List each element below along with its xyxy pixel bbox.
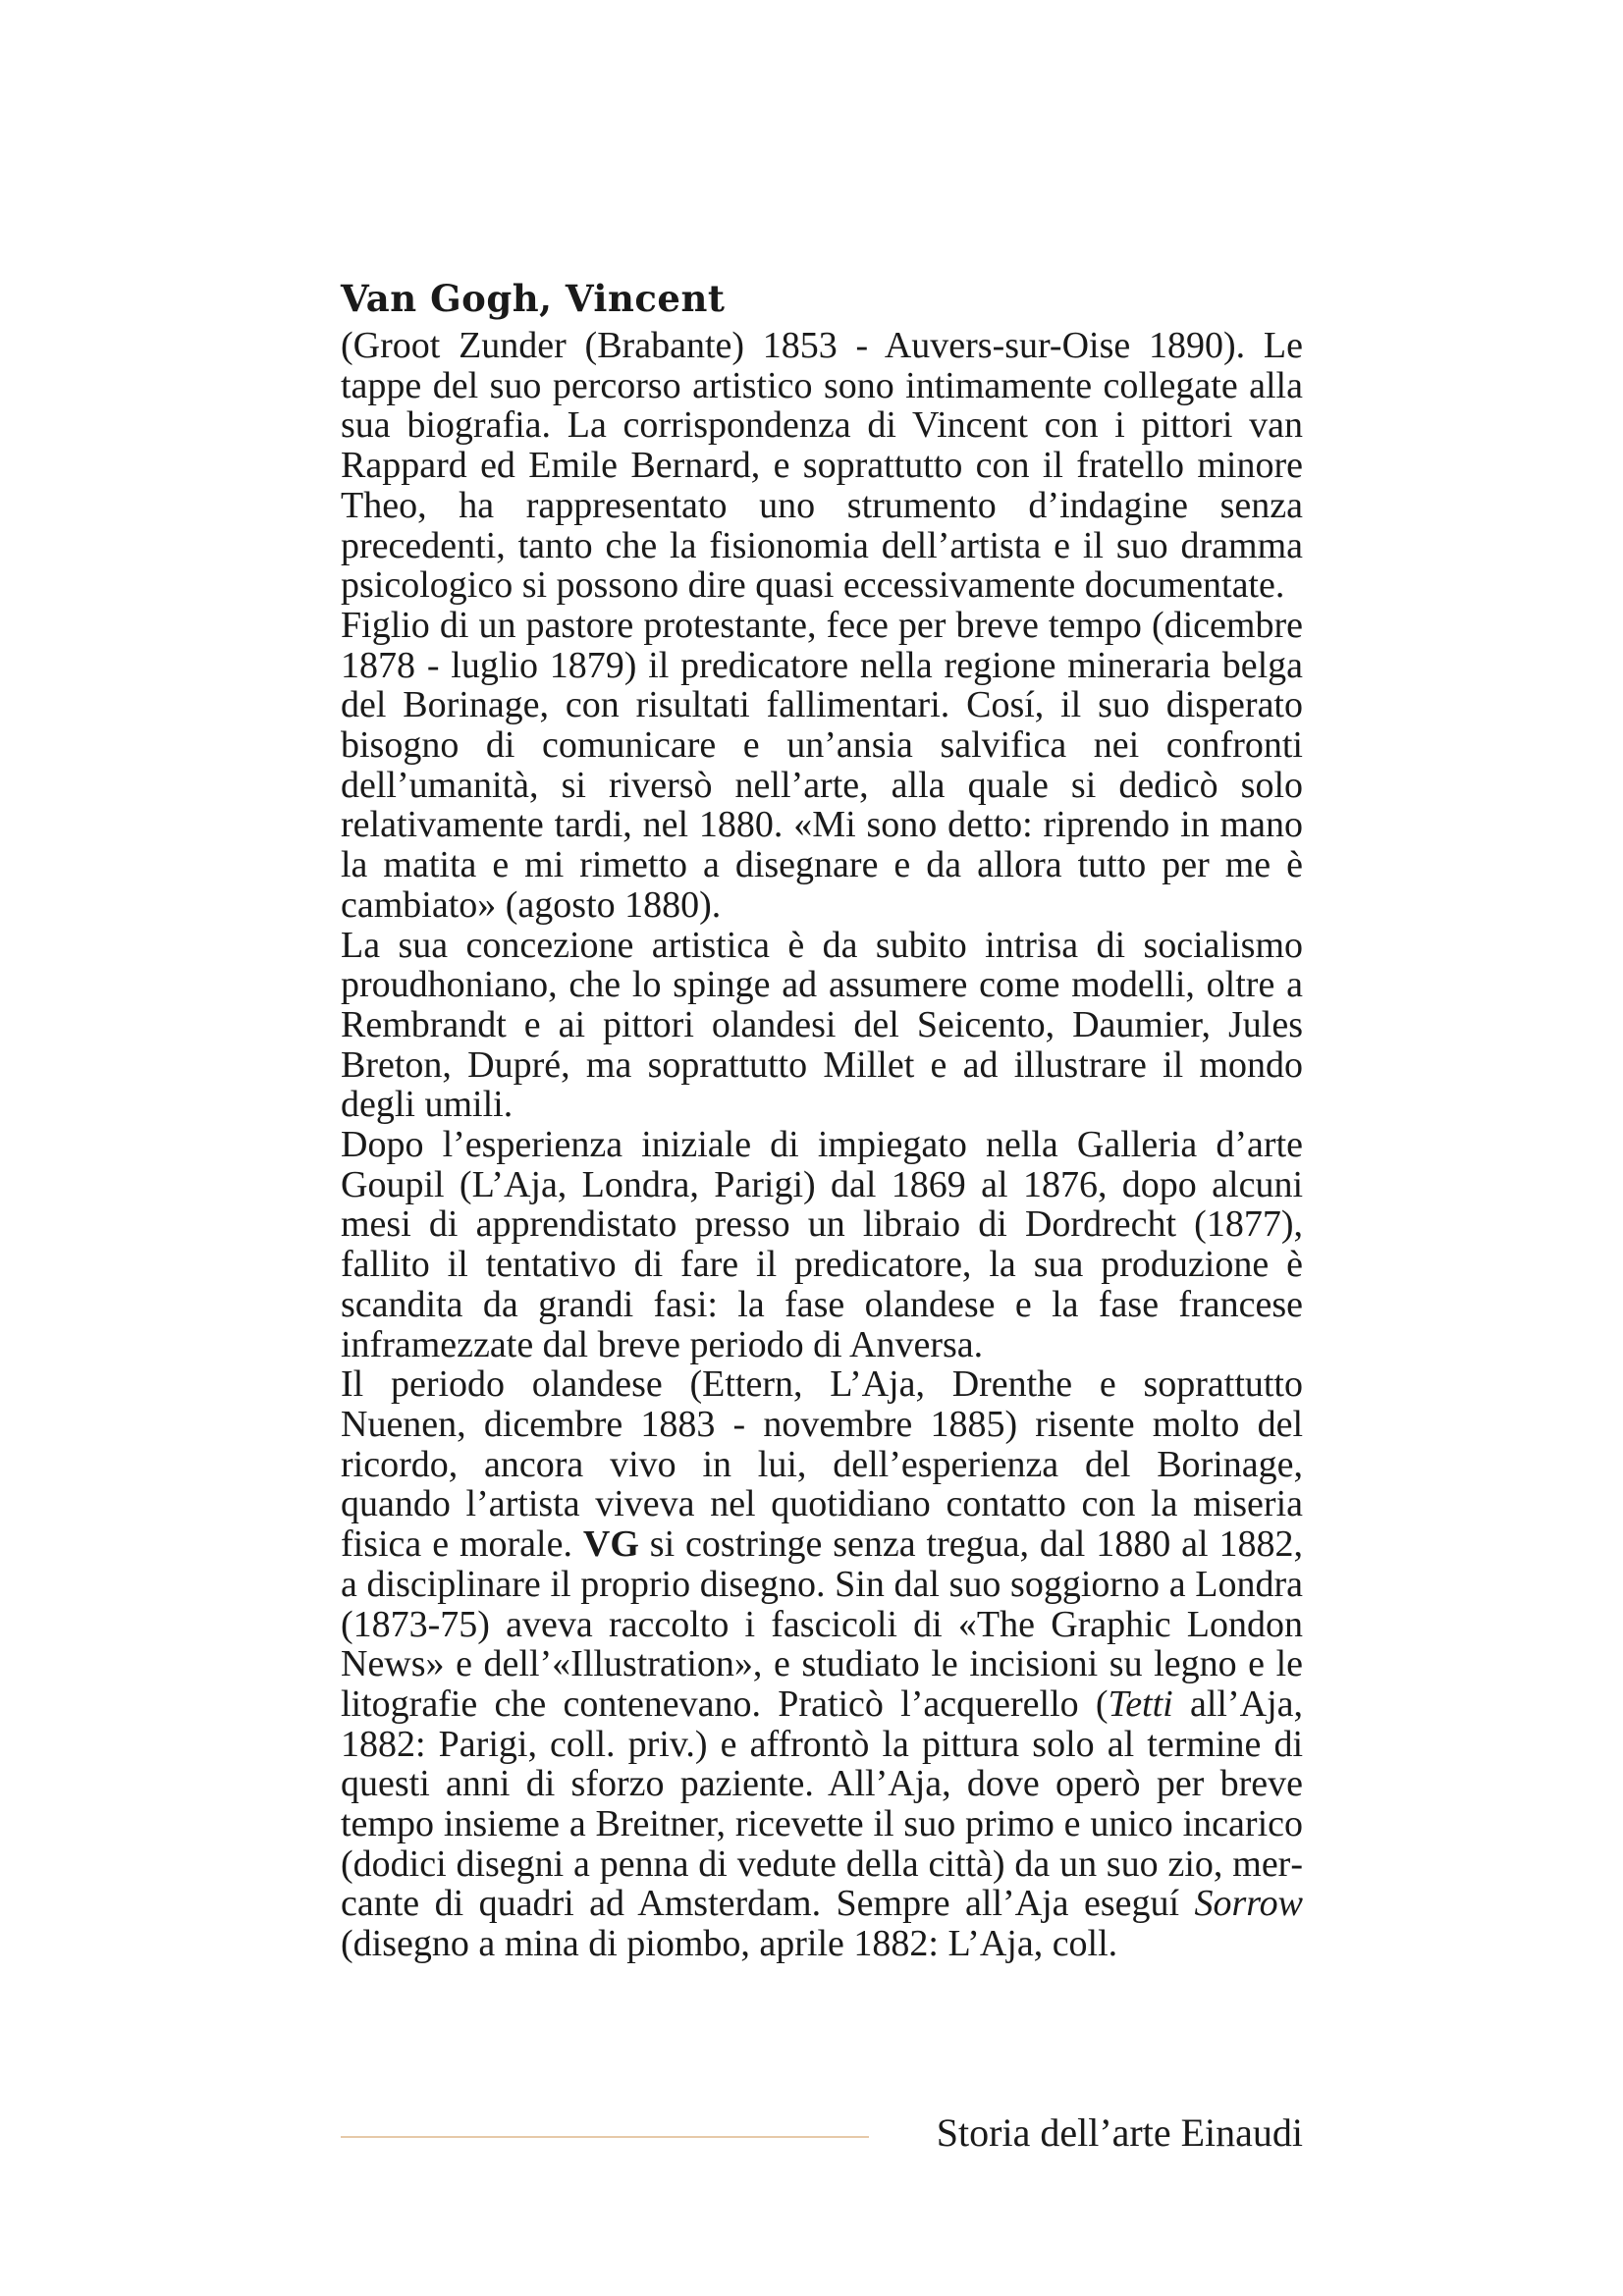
paragraph [341, 926, 1303, 1126]
text-segment: si costringe senza tregua, dal 1880 al 1882, a disciplinare il proprio disegno. Sin dal suo soggiorno a Londra (1873-75) aveva raccolto i fascicoli di «The Graphic London News» e dell’«Illustration», e studiato le incisioni su legno e le litografie che contenevano. Praticò l’acquerello ( [341, 1523, 1303, 1725]
text-segment: Il periodo olandese (Ettern, L’Aja, Drenthe e soprattutto Nuenen, dicembre 1883 - novembre 1885) risente molto del ricordo, ancora vivo in lui, dell’esperienza del Borinage, quando l’artista viveva nel quotidiano contatto con la miseria fisica e morale. [341, 1363, 1303, 1566]
entry [341, 275, 1303, 1964]
paragraph [341, 606, 1303, 926]
bold-text-segment: VG [582, 1523, 639, 1566]
italic-text-segment: Sorrow [1194, 1883, 1303, 1925]
paragraph [341, 1364, 1303, 1964]
text-segment: Figlio di un pastore protestante, fece per breve tempo (dicembre 1878 - luglio 1879) il predicatore nella regione mineraria belga del Borinage, con risultati fallimentari. Cosí, il suo disperato bisogno di comunicare e un’ansia salvifica nei confronti dell’umanità, si riversò nell’arte, alla quale si dedicò solo relativamente tardi, nel 1880. «Mi sono detto: riprendo in mano la matita e mi rimetto a disegnare e da allora tutto per me è cambiato» (agosto 1880). [341, 604, 1303, 926]
paragraph [341, 1125, 1303, 1364]
text-segment: Dopo l’esperienza iniziale di impiegato nella Galleria d’arte Goupil (L’Aja, Londra, Parigi) dal 1869 al 1876, dopo alcuni mesi di apprendistato presso un libraio di Dordrecht (1877), fallito il tentativo di fare il predicatore, la sua produzione è scandita da grandi fasi: la fase olandese e la fase francese inframezzate dal breve periodo di Anversa. [341, 1124, 1303, 1365]
text-segment: (disegno a mina di piombo, aprile 1882: L’Aja, coll. [341, 1923, 1118, 1965]
text-segment: La sua concezione artistica è da subito intrisa di socialismo proudhoniano, che lo spinge ad assumere come modelli, oltre a Rembrandt e ai pittori olandesi del Seicento, Daumier, Jules Breton, Dupré, ma soprattutto Millet e ad illustrare il mondo degli umili. [341, 924, 1303, 1126]
footer-publication: Storia dell’arte Einaudi [936, 2110, 1303, 2155]
entry-title: Van Gogh, Vincent [341, 277, 726, 320]
text-segment: (Groot Zunder (Brabante) 1853 - Auvers-sur-Oise 1890). Le tappe del suo percorso artistico sono intimamente collegate alla sua biografia. La corrispondenza di Vincent con i pittori van Rappard ed Emile Bernard, e soprattutto con il fratello minore Theo, ha rappresentato uno strumento d’indagine senza precedenti, tanto che la fisionomia dell’artista e il suo dramma psicologico si possono dire quasi eccessivamente documentate. [341, 325, 1303, 607]
entry-body [341, 326, 1303, 1964]
text-segment: all’Aja, 1882: Parigi, coll. priv.) e affrontò la pittura solo al termine di questi anni di sforzo paziente. All’Aja, dove operò per breve tempo insieme a Breitner, ricevette il suo primo e unico incarico (dodici disegni a penna di vedute della città) da un suo zio, mercante di quadri ad Amsterdam. Sempre all’Aja eseguí [341, 1682, 1303, 1925]
paragraph [341, 326, 1303, 606]
page-footer [341, 2109, 1303, 2158]
italic-text-segment: Tetti [1108, 1682, 1173, 1725]
footer-rule [341, 2136, 869, 2138]
